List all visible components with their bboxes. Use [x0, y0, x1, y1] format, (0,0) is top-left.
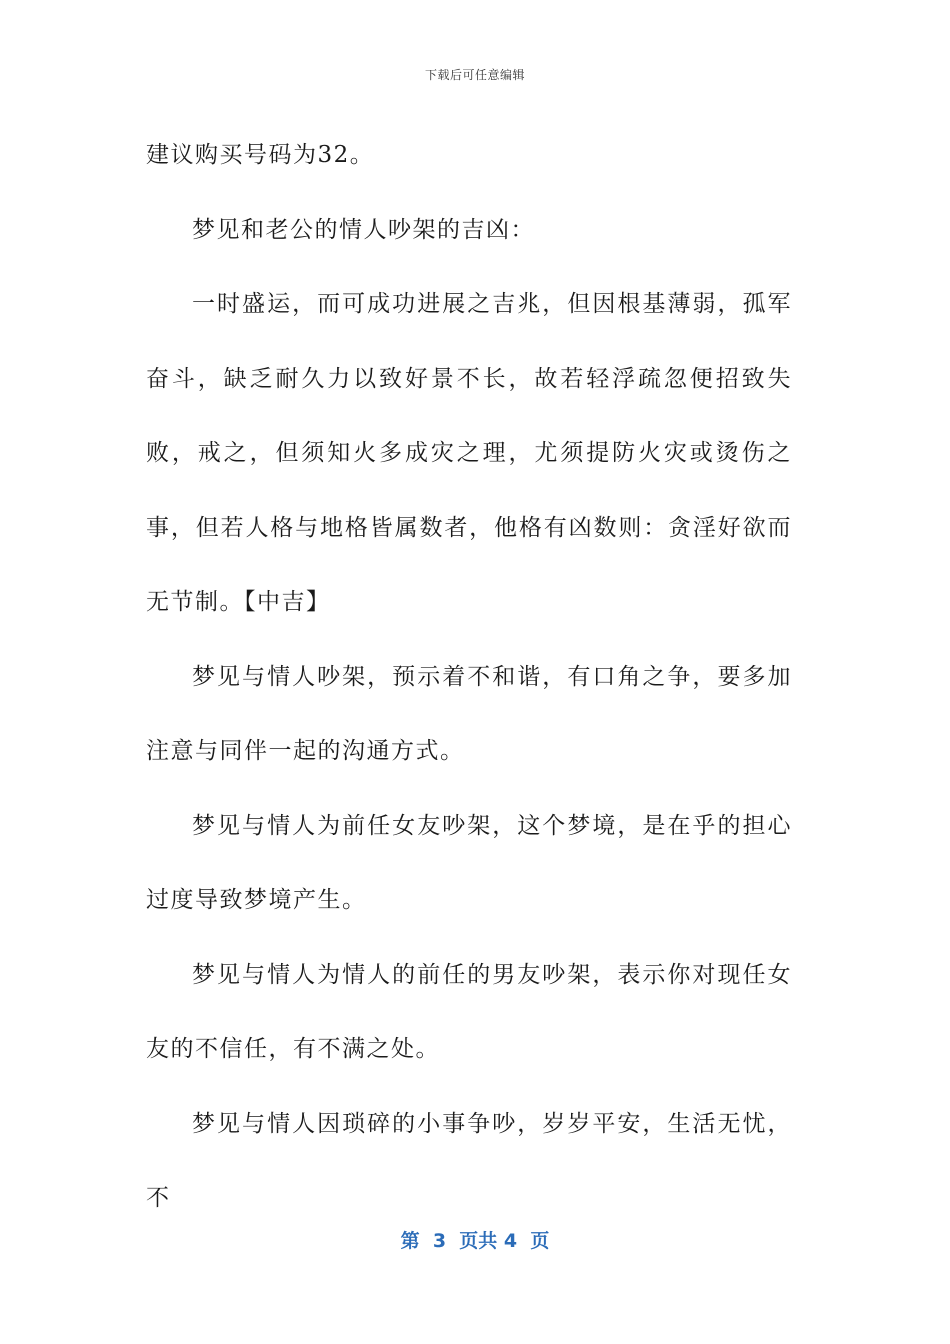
paragraph-3: 一时盛运，而可成功进展之吉兆，但因根基薄弱，孤军奋斗，缺乏耐久力以致好景不长，故若轻浮疏忽便招致失败，戒之，但须知火多成灾之理，尤须提防火灾或烫伤之事，但若人格与地格皆属数者，他格有凶数则：贪淫好欲而无节制。【中吉】: [146, 291, 792, 615]
paragraph-2: 梦见和老公的情人吵架的吉凶：: [192, 216, 535, 243]
document-body: [146, 118, 792, 1236]
paragraph-6: 梦见与情人为情人的前任的男友吵架，表示你对现任女友的不信任，有不满之处。: [146, 961, 792, 1062]
paragraph-1: 建议购买号码为32。: [146, 142, 375, 168]
page-header: 下载后可任意编辑: [424, 68, 525, 82]
page-number-footer: 第 3 页共 4 页: [400, 1230, 550, 1252]
paragraph-7: 梦见与情人因琐碎的小事争吵，岁岁平安，生活无忧，不: [146, 1110, 792, 1211]
paragraph-4: 梦见与情人吵架，预示着不和谐，有口角之争，要多加注意与同伴一起的沟通方式。: [146, 663, 792, 764]
paragraph-5: 梦见与情人为前任女友吵架，这个梦境，是在乎的担心过度导致梦境产生。: [146, 812, 792, 913]
